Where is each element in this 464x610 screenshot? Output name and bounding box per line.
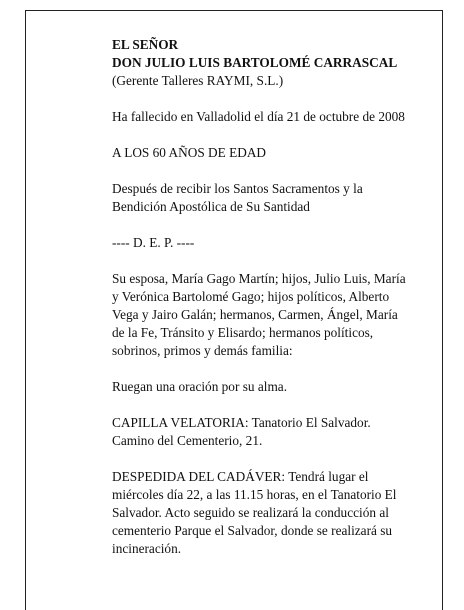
family-line: sobrinos, primos y demás familia: bbox=[112, 343, 293, 358]
age-text: A LOS 60 AÑOS DE EDAD bbox=[112, 145, 267, 160]
obituary-content bbox=[112, 36, 412, 576]
chapel-line: Camino del Cementerio, 21. bbox=[112, 433, 263, 448]
sacraments-line: Bendición Apostólica de Su Santidad bbox=[112, 199, 310, 214]
rip-text: ---- D. E. P. ---- bbox=[112, 235, 195, 250]
rip-block bbox=[112, 234, 412, 252]
age-block bbox=[112, 144, 412, 162]
family-line: Vega y Jairo Galán; hermanos, Carmen, Ángel, María bbox=[112, 307, 398, 322]
title-line: EL SEÑOR bbox=[112, 37, 179, 52]
prayer-text: Ruegan una oración por su alma. bbox=[112, 379, 288, 394]
family-block bbox=[112, 270, 412, 360]
farewell-line: Salvador. Acto seguido se realizará la conducción al bbox=[112, 505, 389, 520]
prayer-block bbox=[112, 378, 412, 396]
header-block bbox=[112, 36, 412, 90]
sacraments-block bbox=[112, 180, 412, 216]
farewell-line: DESPEDIDA DEL CADÁVER: Tendrá lugar el bbox=[112, 469, 369, 484]
chapel-line: CAPILLA VELATORIA: Tanatorio El Salvador. bbox=[112, 415, 371, 430]
death-notice-text: Ha fallecido en Valladolid el día 21 de octubre de 2008 bbox=[112, 109, 405, 124]
deceased-name: DON JULIO LUIS BARTOLOMÉ CARRASCAL bbox=[112, 55, 398, 70]
family-line: y Verónica Bartolomé Gago; hijos políticos, Alberto bbox=[112, 289, 390, 304]
death-notice bbox=[112, 108, 412, 126]
sacraments-line: Después de recibir los Santos Sacramentos y la bbox=[112, 181, 363, 196]
farewell-line: incineración. bbox=[112, 541, 182, 556]
farewell-block bbox=[112, 468, 412, 558]
farewell-line: cementerio Parque el Salvador, donde se realizará su bbox=[112, 523, 393, 538]
family-line: Su esposa, María Gago Martín; hijos, Julio Luis, María bbox=[112, 271, 406, 286]
family-line: de la Fe, Tránsito y Elisardo; hermanos políticos, bbox=[112, 325, 374, 340]
deceased-position: (Gerente Talleres RAYMI, S.L.) bbox=[112, 73, 284, 88]
farewell-line: miércoles día 22, a las 11.15 horas, en el Tanatorio El bbox=[112, 487, 397, 502]
chapel-block bbox=[112, 414, 412, 450]
